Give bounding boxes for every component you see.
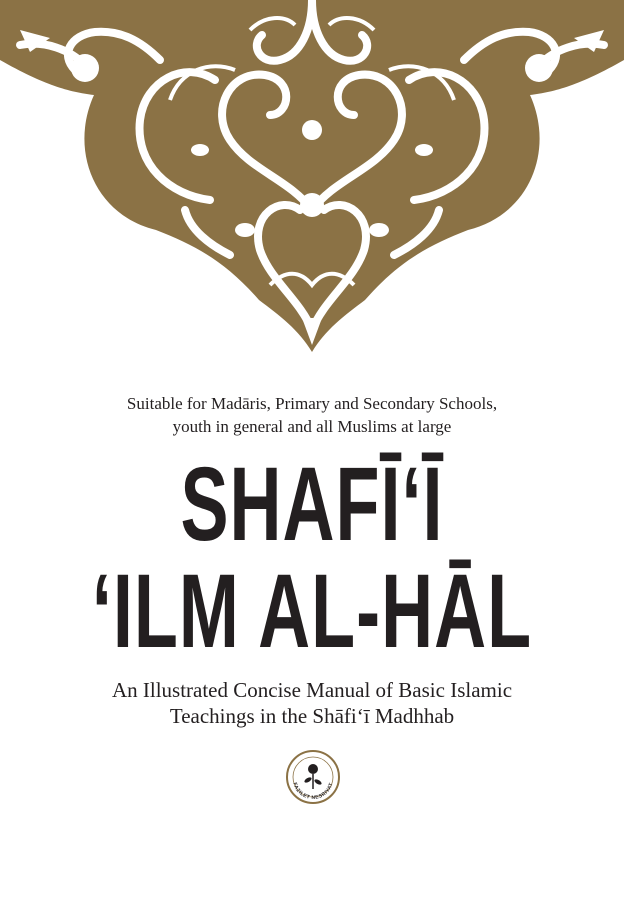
book-title-line-1: SHAFĪ‘Ī (180, 447, 444, 564)
subtitle-line-1: An Illustrated Concise Manual of Basic Islamic (111, 678, 513, 702)
tagline-line-1: Suitable for Madāris, Primary and Secondary Schools, (126, 394, 498, 413)
audience-tagline (0, 392, 624, 438)
arabesque-ornament (0, 0, 624, 360)
publisher-name: FAZILET NESRIYAT (291, 781, 335, 802)
book-title-line-2: ‘ILM AL-HĀL (91, 554, 533, 671)
book-subtitle (0, 677, 624, 729)
tagline-line-2: youth in general and all Muslims at large (172, 417, 452, 436)
subtitle-line-2: Teachings in the Shāfi‘ī Madhhab (169, 704, 455, 728)
publisher-logo (285, 749, 341, 805)
